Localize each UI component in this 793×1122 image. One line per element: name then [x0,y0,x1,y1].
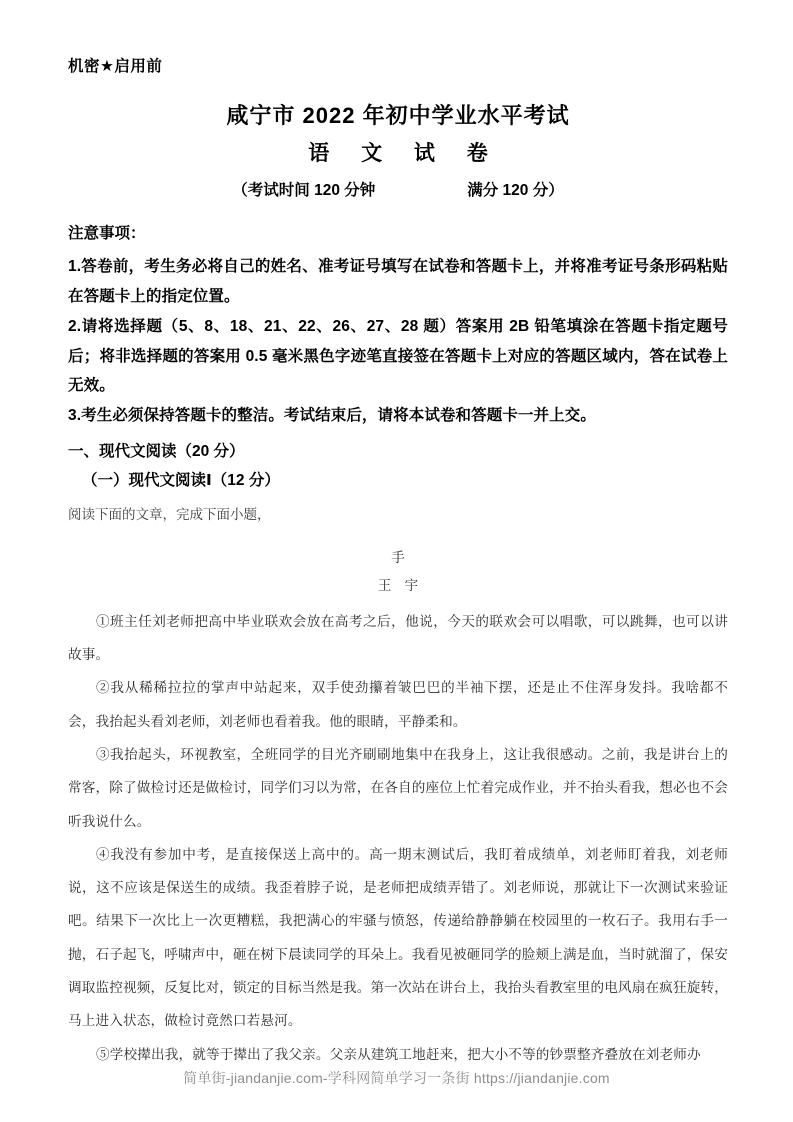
document-content [68,58,728,1071]
notice-item-2: 2.请将选择题（5、8、18、21、22、26、27、28 题）答案用 2B 铅笔填涂在答题卡指定题号后；将非选择题的答案用 0.5 毫米黑色字迹笔直接签在答题卡上对应的答题区域内，答在试卷上无效。 [68,317,728,395]
exam-total-score: 满分 120 分） [467,181,564,199]
notice-heading: 注意事项： [68,224,146,242]
notice-item-3: 3.考生必须保持答题卡的整洁。考试结束后，请将本试卷和答题卡一并上交。 [68,407,596,425]
subject-subtitle: 语 文 试 卷 [308,142,501,166]
confidential-label: 机密★启用前 [68,58,163,75]
exam-meta [68,181,728,202]
passage-paragraph-4: ④我没有参加中考，是直接保送上高中的。高一期末测试后，我盯着成绩单，刘老师盯着我，刘老师说，这不应该是保送生的成绩。我歪着脖子说，是老师把成绩弄错了。刘老师说，那就让下一次测试来验证吧。结果下一次比上一次更糟糕，我把满心的牢骚与愤怒，传递给静静躺在校园里的一枚石子。我用右手一抛，石子起飞，呼啸声中，砸在树下晨读同学的耳朵上。我看见被砸同学的脸颊上满是血，当时就溜了，保安调取监控视频，反复比对，锁定的目标当然是我。第一次站在讲台上，我抬头看教室里的电风扇在疯狂旋转，马上进入状态，做检讨竟然口若悬河。 [68,846,728,1029]
footer-watermark: 简单街-jiandanjie.com-学科网简单学习一条街 https://jiandanjie.com [183,1070,610,1086]
section-heading-one: 一、现代文阅读（20 分） [68,442,245,460]
passage-title: 手 [391,550,405,566]
reading-lead-in: 阅读下面的文章，完成下面小题， [68,506,271,522]
notice-item-1: 1.答卷前，考生务必将自己的姓名、准考证号填写在试卷和答题卡上，并将准考证号条形码粘贴在答题卡上的指定位置。 [68,258,728,306]
subsection-heading-one: （一）现代文阅读Ⅰ（12 分） [82,472,280,490]
passage-paragraph-2: ②我从稀稀拉拉的掌声中站起来，双手使劲攥着皱巴巴的半袖下摆，还是止不住浑身发抖。我啥都不会，我抬起头看刘老师，刘老师也看着我。他的眼睛，平静柔和。 [68,680,728,729]
passage-author: 王 宇 [377,578,424,594]
passage-paragraph-1: ①班主任刘老师把高中毕业联欢会放在高考之后，他说，今天的联欢会可以唱歌，可以跳舞，也可以讲故事。 [68,613,728,663]
passage-paragraph-3: ③我抬起头，环视教室，全班同学的目光齐刷刷地集中在我身上，这让我很感动。之前，我是讲台上的常客，除了做检讨还是做检讨，同学们习以为常，在各自的座位上忙着完成作业，并不抬头看我，想必也不会听我说什么。 [68,746,728,829]
page-title: 咸宁市 2022 年初中学业水平考试 [226,102,570,128]
exam-duration: （考试时间 120 分钟 [232,181,376,199]
passage-paragraph-5: ⑤学校撵出我，就等于撵出了我父亲。父亲从建筑工地赶来，把大小不等的钞票整齐叠放在刘老师办 [96,1046,701,1062]
